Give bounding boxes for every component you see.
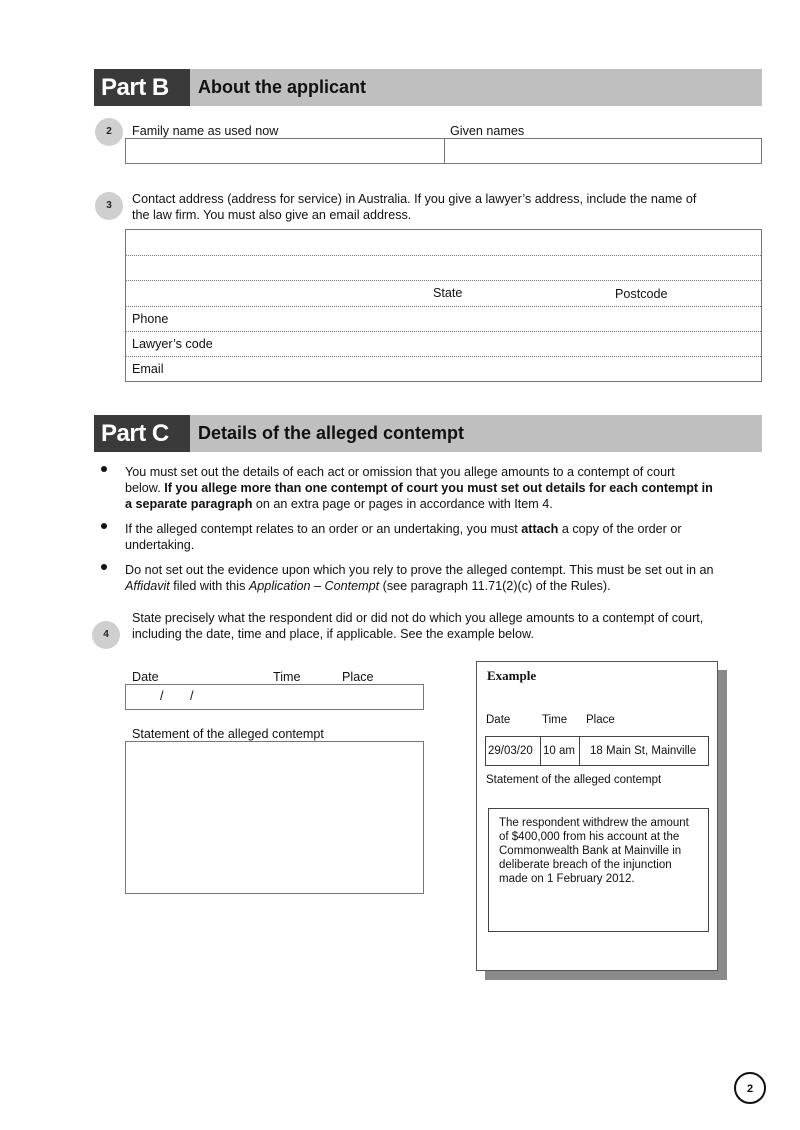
part-c-tag: Part C — [94, 415, 190, 452]
bullet-1-line-2-bold: If you allege more than one contempt of court you must set out details for each contempt in — [164, 481, 713, 495]
question-3-text — [132, 191, 762, 223]
family-name-label: Family name as used now — [132, 124, 279, 138]
example-title: Example — [487, 668, 537, 683]
contact-address-box — [125, 229, 762, 382]
question-4-text — [132, 610, 762, 642]
part-c-title: Details of the alleged contempt — [198, 423, 465, 443]
part-c-header — [94, 415, 762, 452]
example-panel — [476, 661, 718, 971]
question-3-line-2: the law firm. You must also give an email address. — [132, 208, 412, 222]
bullet-dot — [101, 564, 107, 570]
example-time-value: 10 am — [541, 737, 580, 765]
question-4-line-2: including the date, time and place, if applicable. See the example below. — [132, 627, 534, 641]
state-label: State — [433, 286, 463, 300]
question-4-line-1: State precisely what the respondent did or did not do which you allege amounts to a contempt of court, — [132, 611, 704, 625]
example-statement-label: Statement of the alleged contempt — [486, 774, 662, 786]
example-date-value: 29/03/20 — [486, 737, 541, 765]
part-b-header — [94, 69, 762, 106]
example-statement-text: The respondent withdrew the amount of $400,000 from his account at the Commonwealth Bank at Mainville in deliberate breach of the injunction made on 1 February 2012. — [488, 808, 709, 932]
bullet-dot — [101, 466, 107, 472]
bullet-1-text — [125, 464, 765, 512]
date-label: Date — [132, 670, 159, 684]
bullet-1-line-1: You must set out the details of each act or omission that you allege amounts to a contempt of court — [125, 465, 675, 479]
example-place-label: Place — [586, 714, 615, 726]
phone-label: Phone — [132, 312, 169, 326]
bullet-dot — [101, 523, 107, 529]
bullet-3-plain-1: filed with this — [169, 579, 249, 593]
time-label: Time — [273, 670, 301, 684]
bullet-3-application-title: Application – Contempt — [248, 579, 380, 593]
bullet-1-line-3-bold: a separate paragraph — [125, 497, 253, 511]
statement-label: Statement of the alleged contempt — [132, 727, 324, 741]
lawyers-code-field[interactable] — [126, 332, 761, 357]
part-b-tag: Part B — [94, 69, 190, 106]
name-fields-box — [125, 138, 762, 164]
phone-field[interactable] — [126, 307, 761, 332]
postcode-label: Postcode — [615, 287, 668, 301]
place-label: Place — [342, 670, 374, 684]
page-number: 2 — [734, 1072, 766, 1104]
bullet-3-plain-2: (see paragraph 11.71(2)(c) of the Rules). — [379, 579, 611, 593]
bullet-1-line-3-plain: on an extra page or pages in accordance with Item 4. — [252, 497, 553, 511]
address-state-postcode-row[interactable] — [126, 281, 761, 306]
question-3-number: 3 — [95, 192, 123, 220]
question-3-line-1: Contact address (address for service) in Australia. If you give a lawyer’s address, include the name of — [132, 192, 697, 206]
date-time-place-input[interactable] — [125, 684, 424, 710]
bullet-2-line-1-bold: attach — [521, 522, 559, 536]
part-b-title: About the applicant — [198, 77, 366, 97]
lawyers-code-label: Lawyer’s code — [132, 337, 213, 351]
question-4-number: 4 — [92, 621, 120, 649]
family-name-input[interactable] — [126, 139, 444, 163]
email-field[interactable] — [126, 357, 761, 381]
bullet-1-line-2-plain: below. — [125, 481, 165, 495]
statement-input[interactable] — [125, 741, 424, 894]
bullet-2-line-1-plain: If the alleged contempt relates to an order or an undertaking, you must — [125, 522, 522, 536]
question-2-number: 2 — [95, 118, 123, 146]
example-date-label: Date — [486, 714, 511, 726]
bullet-2-line-1-end: a copy of the order or — [558, 522, 682, 536]
bullet-3-line-1: Do not set out the evidence upon which you rely to prove the alleged contempt. This must be set out in an — [125, 563, 714, 577]
given-names-input[interactable] — [445, 139, 761, 163]
example-place-value: 18 Main St, Mainville — [590, 745, 697, 757]
bullet-3-affidavit: Affidavit — [125, 579, 170, 593]
email-label: Email — [132, 362, 164, 376]
example-date-time-place-table — [485, 736, 709, 766]
address-line-1-input[interactable] — [126, 230, 761, 255]
bullet-2-text — [125, 521, 765, 553]
date-slash: / — [160, 689, 164, 703]
bullet-3-text — [125, 562, 765, 594]
example-time-label: Time — [542, 714, 568, 726]
address-line-2-input[interactable] — [126, 256, 761, 280]
date-slash: / — [190, 689, 194, 703]
given-names-label: Given names — [450, 124, 525, 138]
bullet-2-line-2: undertaking. — [125, 538, 195, 552]
